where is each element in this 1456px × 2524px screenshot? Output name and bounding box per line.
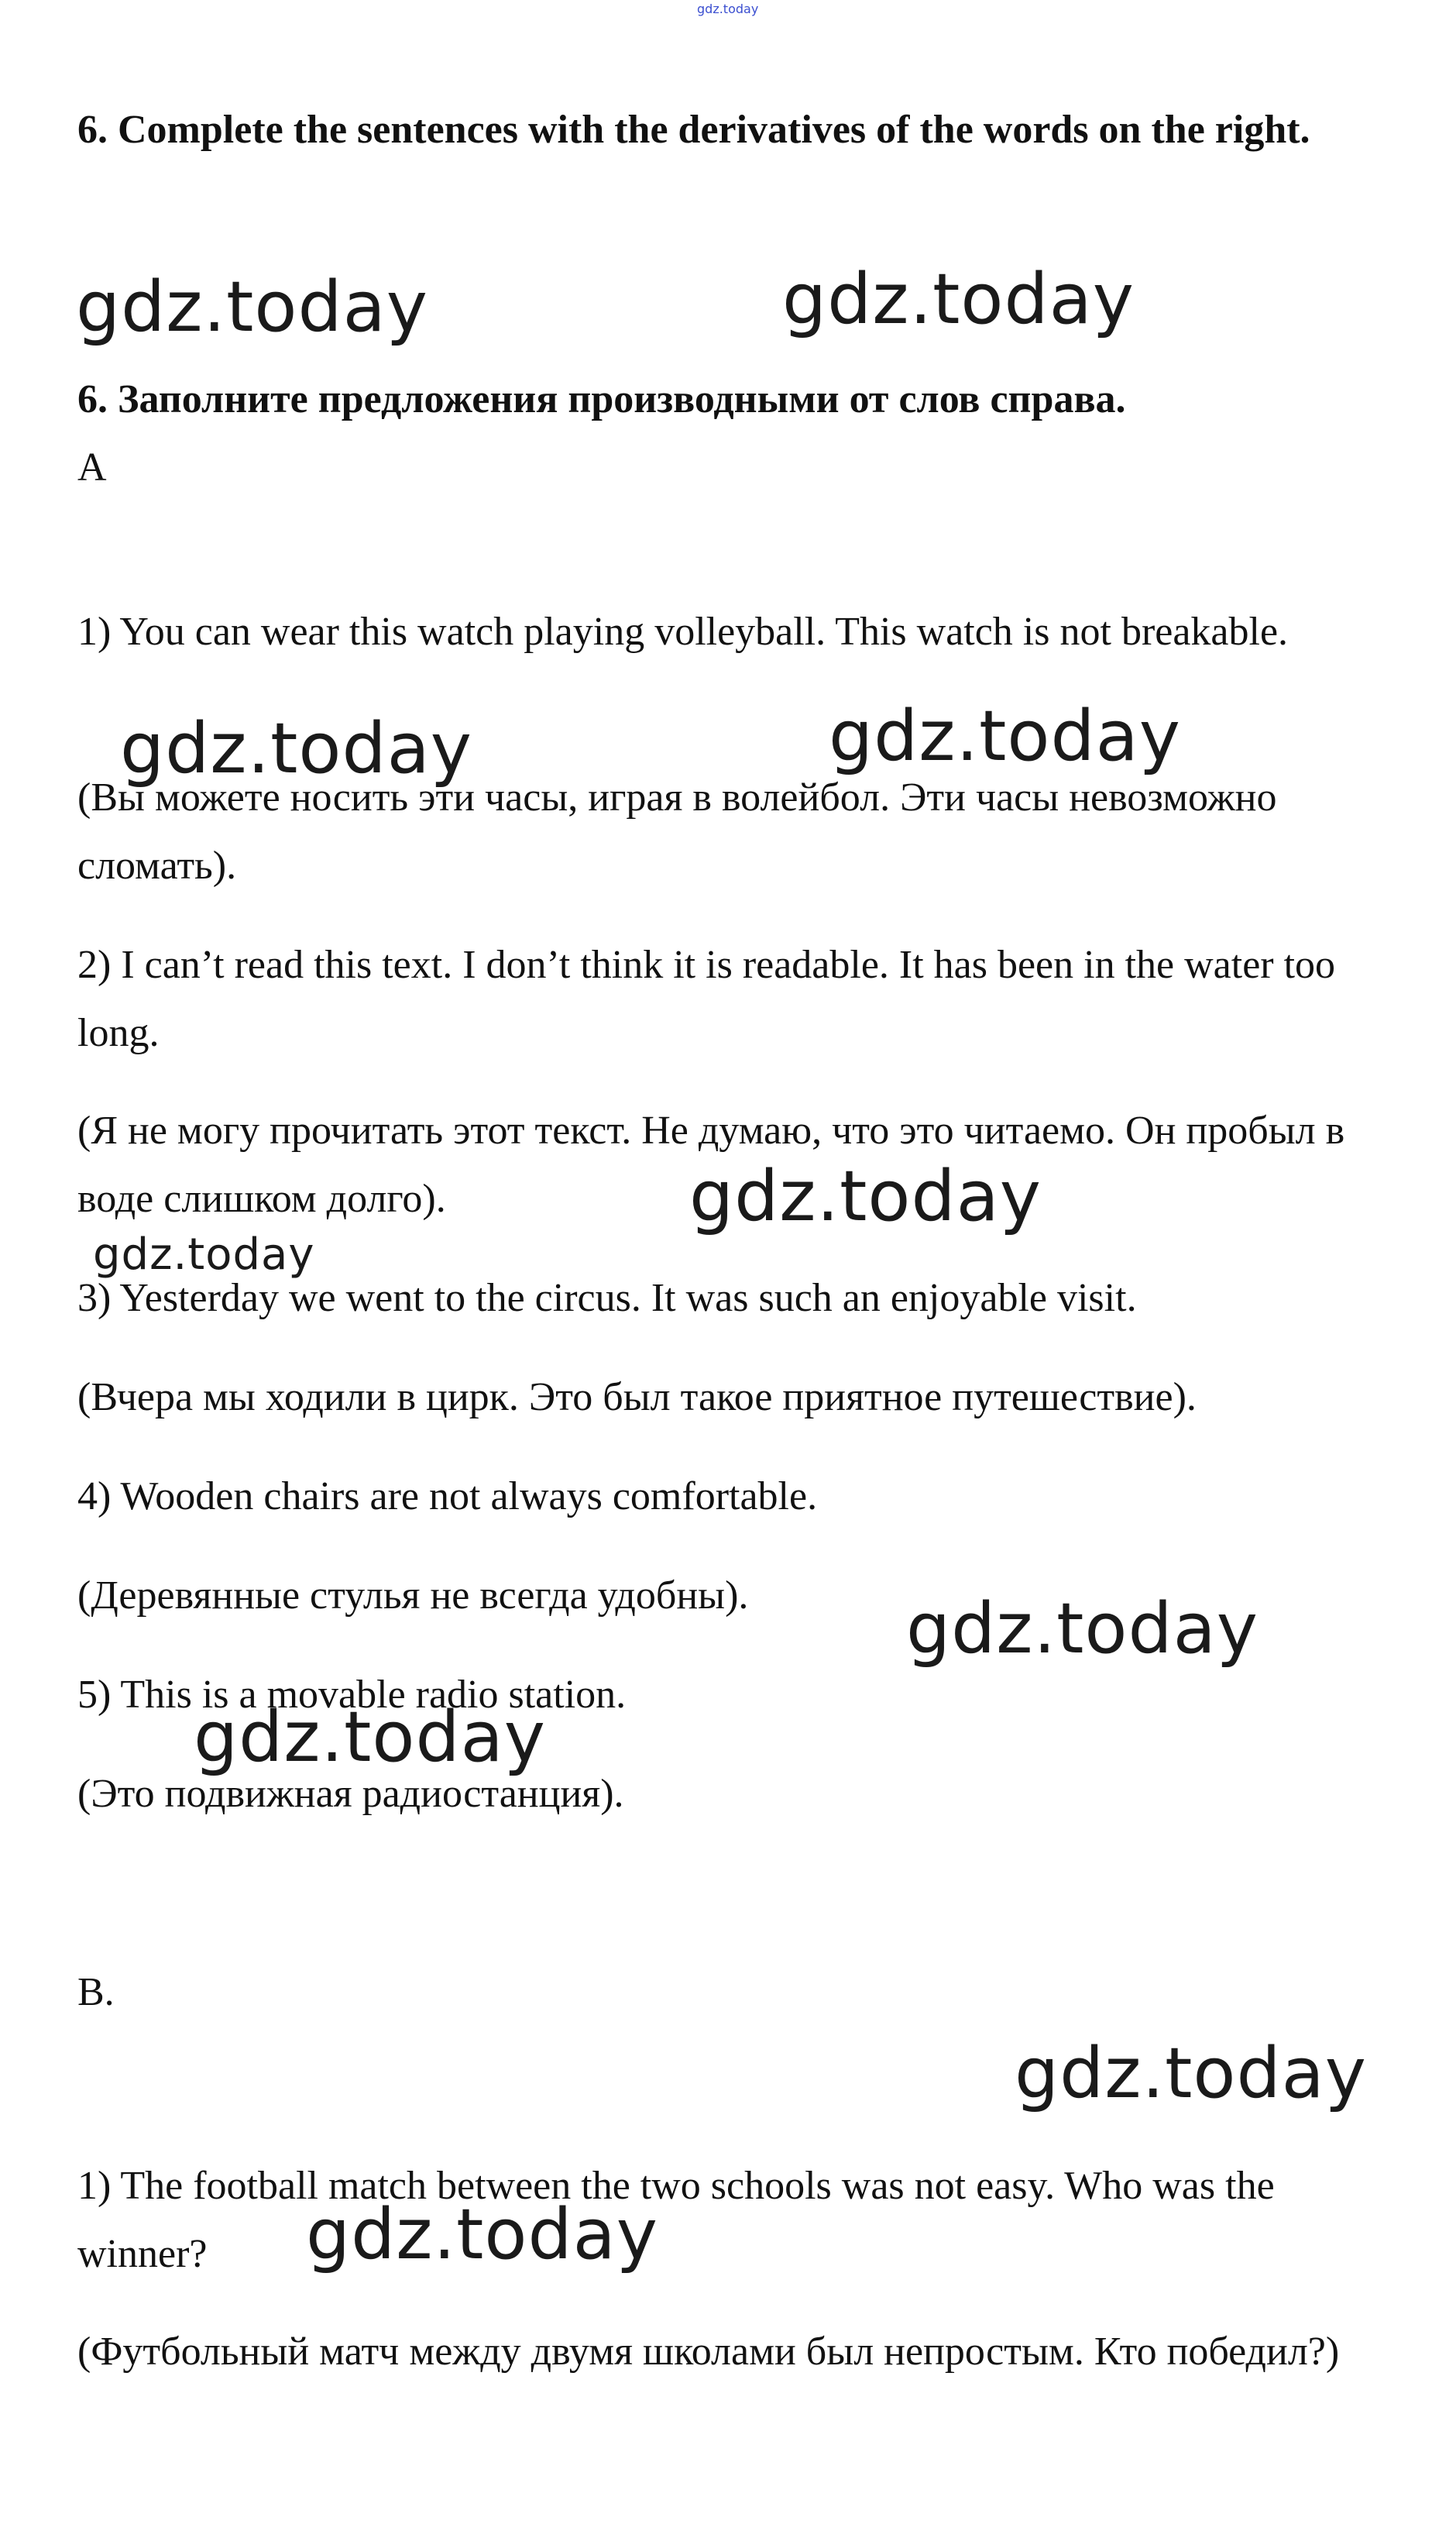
task-heading-ru: 6. Заполните предложения производными от слов справа. — [77, 377, 1126, 421]
section-a-item-5-ru: (Это подвижная радиостанция). — [77, 1772, 624, 1816]
section-a-label: A — [77, 445, 107, 490]
watermark: gdz.today — [1015, 2033, 1368, 2114]
section-a-item-3-ru: (Вчера мы ходили в цирк. Это был такое приятное путешествие). — [77, 1375, 1197, 1419]
section-a-item-2-en: 2) I can’t read this text. I don’t think it is readable. It has been in the water too long. — [77, 943, 1336, 1055]
section-a-item-4-en: 4) Wooden chairs are not always comfortable. — [77, 1474, 818, 1518]
watermark: gdz.today — [829, 696, 1182, 777]
section-a-item-1-en: 1) You can wear this watch playing volleyball. This watch is not breakable. — [77, 610, 1289, 654]
watermark: gdz.today — [782, 259, 1135, 340]
watermark: gdz.today — [906, 1588, 1259, 1669]
section-a-item-4-ru: (Деревянные стулья не всегда удобны). — [77, 1573, 749, 1618]
section-b-label: B. — [77, 1970, 115, 2014]
task-heading-en: 6. Complete the sentences with the derivatives of the words on the right. — [77, 108, 1310, 152]
section-a-item-1-ru: (Вы можете носить эти часы, играя в волейбол. Эти часы невозможно сломать). — [77, 775, 1277, 888]
section-a-item-3-en: 3) Yesterday we went to the circus. It was such an enjoyable visit. — [77, 1276, 1137, 1320]
watermark: gdz.today — [120, 708, 473, 789]
section-b-item-1-ru: (Футбольный матч между двумя школами был непростым. Кто победил?) — [77, 2330, 1340, 2374]
watermark: gdz.today — [306, 2194, 659, 2275]
section-a-item-2-ru: (Я не могу прочитать этот текст. Не думаю, что это читаемо. Он пробыл в воде слишком долго). — [77, 1109, 1345, 1221]
watermark: gdz.today — [194, 1697, 547, 1778]
watermark: gdz.today — [93, 1229, 315, 1280]
header-watermark: gdz.today — [697, 2, 759, 16]
watermark: gdz.today — [76, 266, 429, 348]
section-a-item-5-en: 5) This is a movable radio station. — [77, 1673, 627, 1717]
section-b-item-1-en: 1) The football match between the two schools was not easy. Who was the winner? — [77, 2164, 1275, 2276]
watermark: gdz.today — [689, 1156, 1042, 1237]
